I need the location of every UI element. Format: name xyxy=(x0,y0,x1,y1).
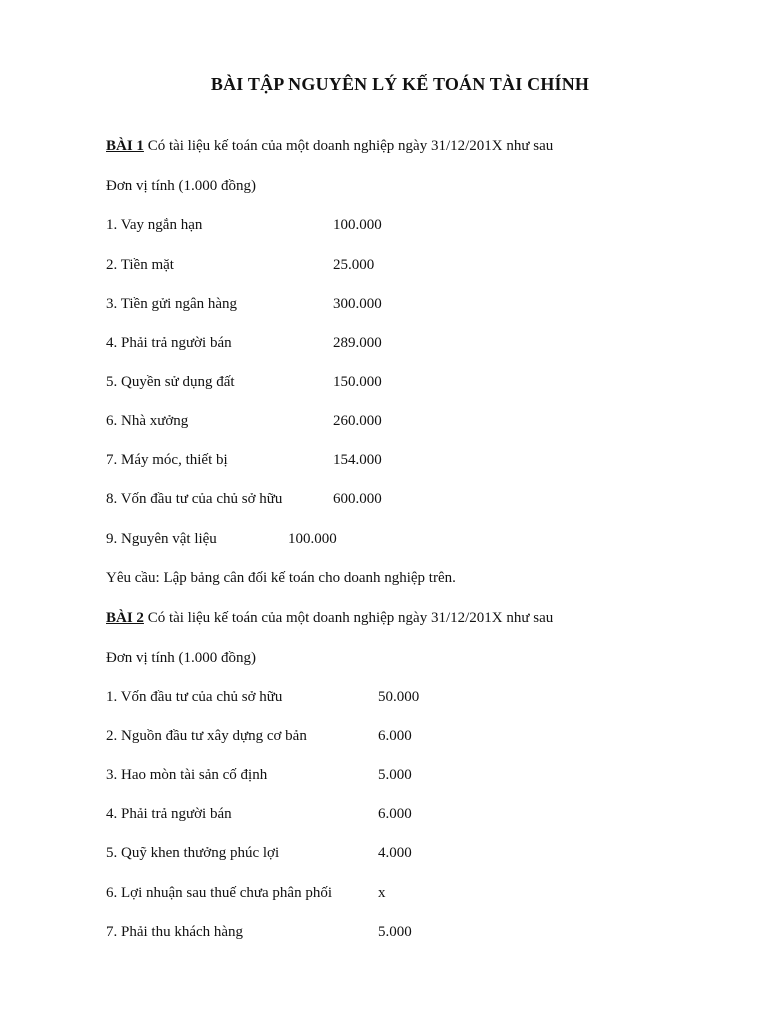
item-label: 3. Tiền gửi ngân hàng xyxy=(106,296,238,312)
item-value: 6.000 xyxy=(378,728,412,744)
item-label: 6. Nhà xưởng xyxy=(106,413,189,429)
item-label: 2. Tiền mặt xyxy=(106,257,174,273)
exercise-1-item xyxy=(106,452,228,469)
exercise-1-description: Có tài liệu kế toán của một doanh nghiệp ngày 31/12/201X như sau xyxy=(143,138,554,154)
exercise-1-requirement: Yêu cầu: Lập bảng cân đối kế toán cho doanh nghiệp trên. xyxy=(106,570,456,586)
exercise-1-label: BÀI 1 xyxy=(106,138,144,154)
exercise-2-item xyxy=(106,924,243,941)
item-value: 150.000 xyxy=(333,374,382,390)
exercise-1-unit: Đơn vị tính (1.000 đồng) xyxy=(106,178,257,194)
exercise-2-item xyxy=(106,845,279,862)
exercise-1-item xyxy=(106,531,217,548)
item-value: x xyxy=(378,885,386,901)
exercise-1-heading xyxy=(106,138,553,155)
item-label: 5. Quyền sử dụng đất xyxy=(106,374,235,390)
item-value: 600.000 xyxy=(333,491,382,507)
exercise-1-item xyxy=(106,296,237,313)
item-label: 5. Quỹ khen thưởng phúc lợi xyxy=(106,845,280,861)
item-value: 300.000 xyxy=(333,296,382,312)
exercise-2-label: BÀI 2 xyxy=(106,610,144,626)
exercise-2-heading xyxy=(106,610,553,627)
item-value: 25.000 xyxy=(333,257,375,273)
item-label: 8. Vốn đầu tư của chủ sở hữu xyxy=(106,491,283,507)
exercise-1-item xyxy=(106,257,174,274)
item-value: 5.000 xyxy=(378,924,412,940)
exercise-2-unit: Đơn vị tính (1.000 đồng) xyxy=(106,650,257,666)
item-label: 4. Phải trả người bán xyxy=(106,335,232,351)
item-value: 260.000 xyxy=(333,413,382,429)
exercise-1-item xyxy=(106,217,202,234)
exercise-2-item xyxy=(106,885,332,902)
item-label: 1. Vốn đầu tư của chủ sở hữu xyxy=(106,689,283,705)
item-value: 5.000 xyxy=(378,767,412,783)
item-label: 7. Máy móc, thiết bị xyxy=(106,452,228,468)
item-label: 7. Phải thu khách hàng xyxy=(106,924,244,940)
exercise-1-item xyxy=(106,335,232,352)
item-value: 100.000 xyxy=(288,531,337,547)
item-label: 1. Vay ngắn hạn xyxy=(106,217,203,233)
exercise-2-item xyxy=(106,806,232,823)
item-value: 4.000 xyxy=(378,845,412,861)
item-label: 2. Nguồn đầu tư xây dựng cơ bản xyxy=(106,728,307,744)
item-value: 50.000 xyxy=(378,689,420,705)
exercise-2-item xyxy=(106,728,307,745)
exercise-2-item xyxy=(106,767,267,784)
item-label: 4. Phải trả người bán xyxy=(106,806,232,822)
item-label: 6. Lợi nhuận sau thuế chưa phân phối xyxy=(106,885,333,901)
item-value: 289.000 xyxy=(333,335,382,351)
document-title: BÀI TẬP NGUYÊN LÝ KẾ TOÁN TÀI CHÍNH xyxy=(210,74,590,94)
item-label: 3. Hao mòn tài sản cố định xyxy=(106,767,268,783)
item-value: 154.000 xyxy=(333,452,382,468)
exercise-1-item xyxy=(106,491,282,508)
exercise-2-description: Có tài liệu kế toán của một doanh nghiệp ngày 31/12/201X như sau xyxy=(143,610,554,626)
exercise-1-item xyxy=(106,413,188,430)
exercise-2-item xyxy=(106,689,282,706)
exercise-1-item xyxy=(106,374,235,391)
item-label: 9. Nguyên vật liệu xyxy=(106,531,217,547)
item-value: 100.000 xyxy=(333,217,382,233)
item-value: 6.000 xyxy=(378,806,412,822)
